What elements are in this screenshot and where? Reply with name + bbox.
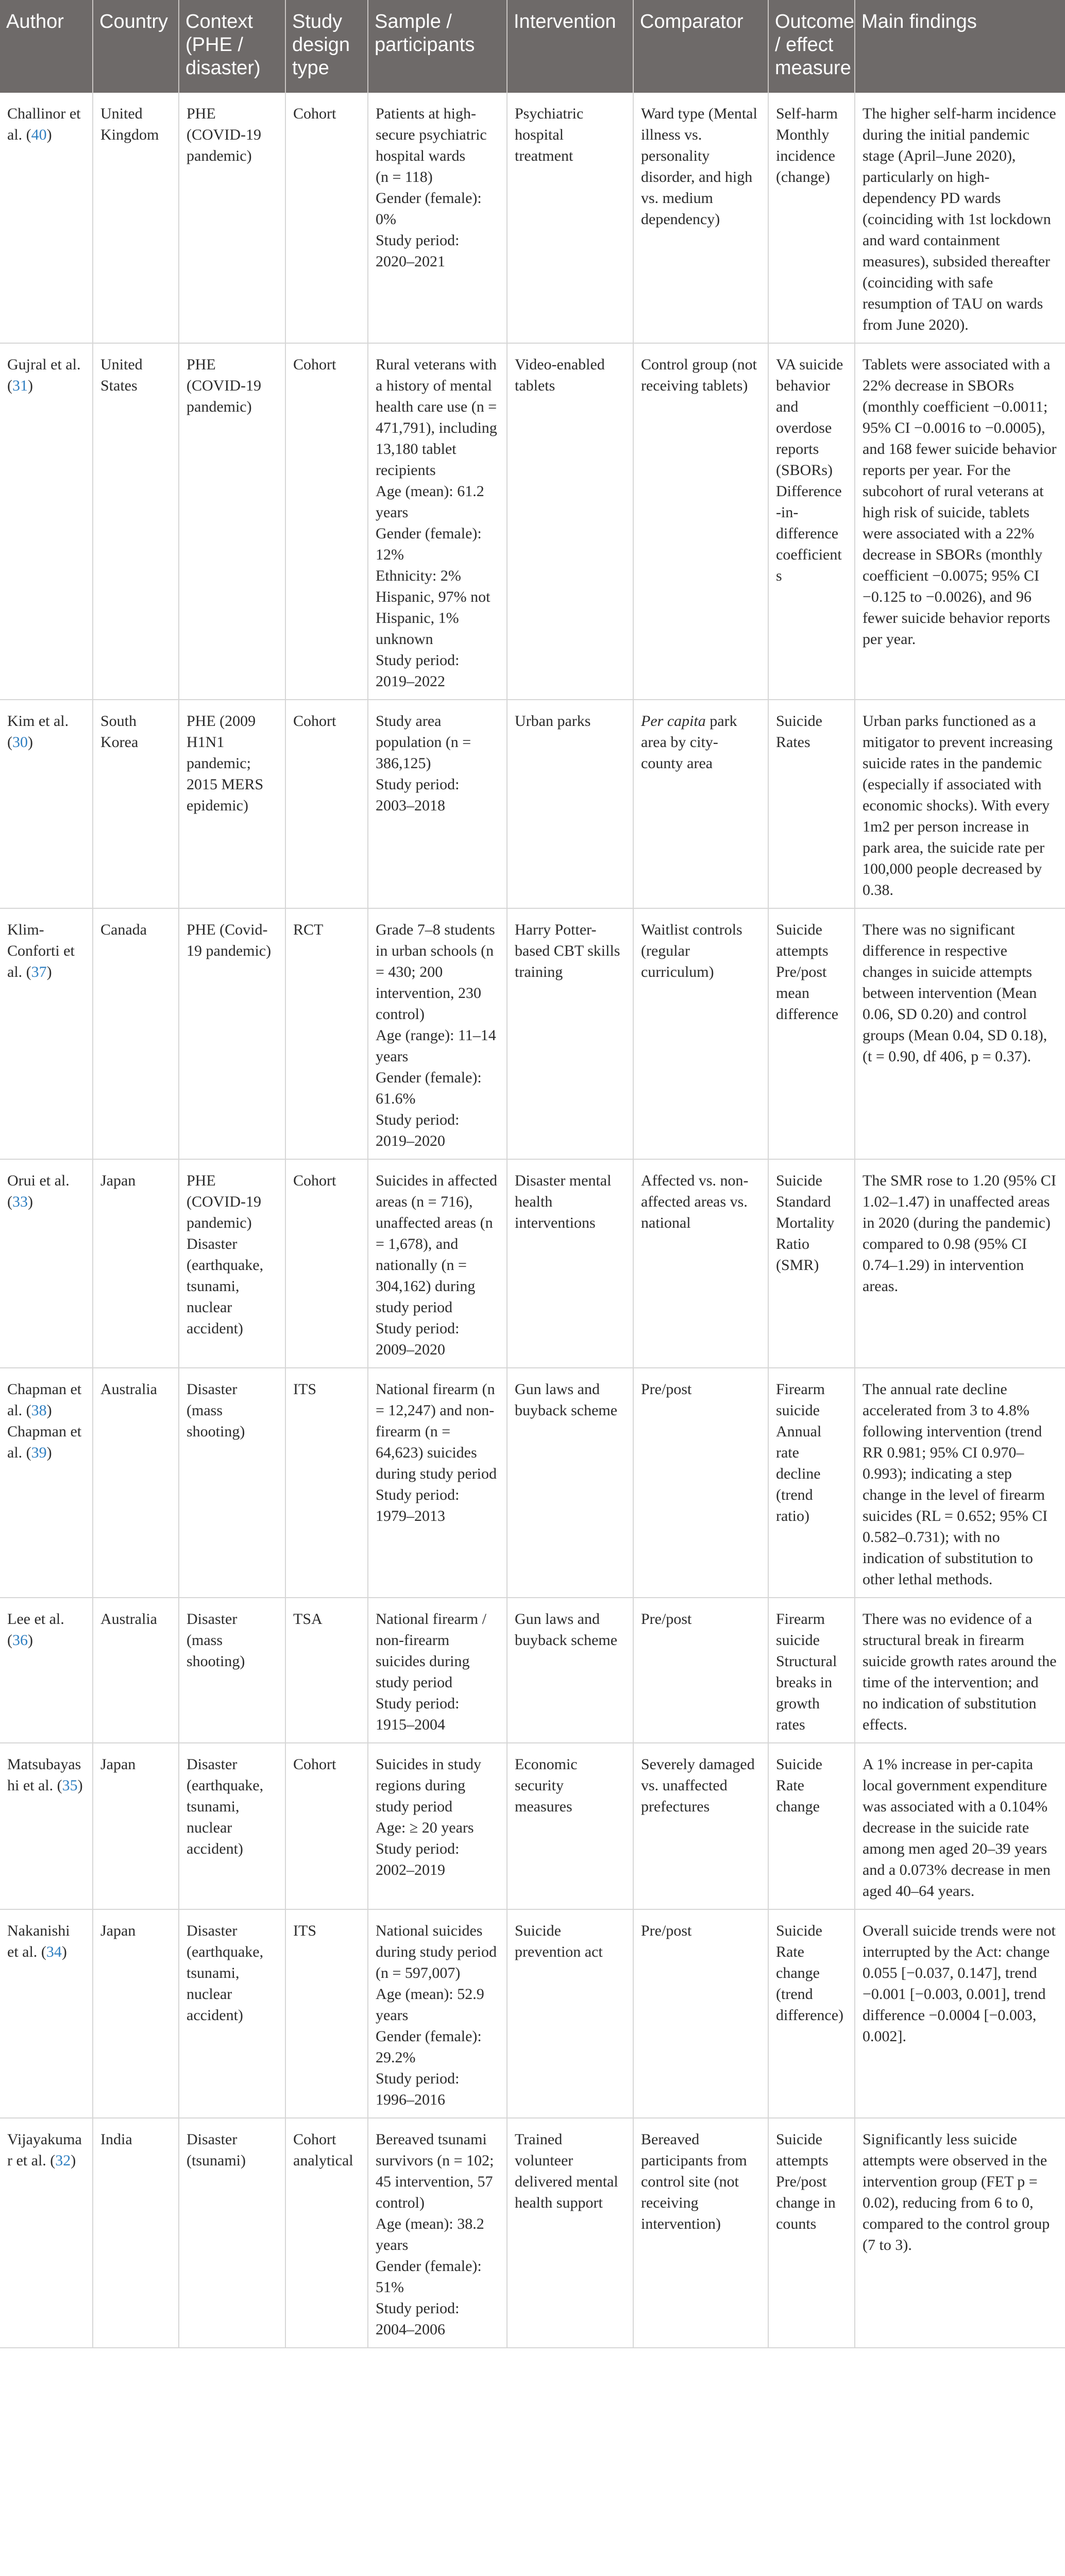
author-name: Nakanishi et al.: [7, 1922, 70, 1960]
reference-link[interactable]: 37: [31, 963, 47, 980]
sample-line: Patients at high-secure psychiatric hospital wards: [376, 105, 487, 164]
table-row: [0, 343, 1065, 700]
context-cell: Disaster (earthquake, tsunami, nuclear accident): [179, 1743, 285, 1909]
outcome-line: Firearm suicide: [776, 1381, 825, 1419]
design-cell: Cohort: [285, 700, 368, 908]
reference-link[interactable]: 34: [46, 1943, 62, 1960]
outcome-line: Difference-in-difference coefficients: [776, 483, 842, 584]
comparator-cell: [633, 1909, 768, 2118]
header-main-findings: Main findings: [855, 0, 1065, 93]
sample-line: Age (mean): 52.9 years: [376, 1986, 484, 2024]
comparator-cell: [633, 343, 768, 700]
comparator-text: Waitlist controls (regular curriculum): [641, 921, 742, 980]
intervention-cell: Suicide prevention act: [507, 1909, 633, 2118]
findings-cell: There was no evidence of a structural break in firearm suicide growth rates around the time of the intervention; and no indication of substitution effects.: [855, 1598, 1065, 1743]
outcome-line: Annual rate decline (trend ratio): [776, 1423, 822, 1524]
intervention-cell: Gun laws and buyback scheme: [507, 1598, 633, 1743]
author-cell: Vijayakumar et al. (32): [0, 2118, 93, 2348]
reference-link[interactable]: 35: [62, 1777, 78, 1794]
sample-cell: [368, 2118, 507, 2348]
sample-line: Gender (female): 12%: [376, 525, 482, 563]
sample-line: Age (range): 11–14 years: [376, 1027, 496, 1065]
table-row: [0, 1743, 1065, 1909]
sample-line: Ethnicity: 2% Hispanic, 97% not Hispanic, 1% unknown: [376, 567, 491, 648]
outcome-line: Standard Mortality Ratio (SMR): [776, 1193, 835, 1274]
country-cell: India: [93, 2118, 179, 2348]
table-row: [0, 1368, 1065, 1598]
outcome-line: Rate change (trend difference): [776, 1943, 844, 2024]
table-row: [0, 2118, 1065, 2348]
sample-line: Study period: 2009–2020: [376, 1320, 460, 1358]
context-cell: PHE (COVID-19 pandemic): [179, 343, 285, 700]
intervention-cell: Video-enabled tablets: [507, 343, 633, 700]
sample-line: Study period: 2003–2018: [376, 776, 460, 814]
country-cell: United Kingdom: [93, 93, 179, 343]
context-cell: PHE (Covid-19 pandemic): [179, 908, 285, 1159]
outcome-line: Firearm suicide: [776, 1611, 825, 1649]
findings-cell: The SMR rose to 1.20 (95% CI 1.02–1.47) in unaffected areas in 2020 (during the pandemic) compared to 0.98 (95% CI 0.74–1.29) in intervention areas.: [855, 1159, 1065, 1368]
outcome-line: Suicide attempts: [776, 2131, 829, 2169]
outcome-line: Rate change: [776, 1777, 820, 1815]
intervention-cell: Harry Potter-based CBT skills training: [507, 908, 633, 1159]
findings-cell: Significantly less suicide attempts were observed in the intervention group (FET p = 0.02), reducing from 6 to 0, compared to the control group (7 to 3).: [855, 2118, 1065, 2348]
header-row: [0, 0, 1065, 93]
country-cell: Japan: [93, 1159, 179, 1368]
author-name: Chapman et al.: [7, 1423, 82, 1461]
author-name: Matsubayashi et al.: [7, 1756, 81, 1794]
author-cell: Matsubayashi et al. (35): [0, 1743, 93, 1909]
country-cell: Canada: [93, 908, 179, 1159]
table-body: [0, 93, 1065, 2348]
reference-link[interactable]: 32: [55, 2152, 71, 2169]
author-cell: Gujral et al. (31): [0, 343, 93, 700]
comparator-text: Pre/post: [641, 1611, 692, 1628]
table-row: [0, 908, 1065, 1159]
table-header: [0, 0, 1065, 93]
outcome-cell: [768, 1909, 855, 2118]
author-name: Gujral et al.: [7, 356, 81, 373]
intervention-cell: Trained volunteer delivered mental health support: [507, 2118, 633, 2348]
sample-line: Study period: 2002–2019: [376, 1840, 460, 1878]
intervention-cell: Disaster mental health interventions: [507, 1159, 633, 1368]
design-cell: TSA: [285, 1598, 368, 1743]
sample-line: National firearm / non-firearm suicides during study period: [376, 1611, 486, 1691]
context-cell: Disaster (earthquake, tsunami, nuclear accident): [179, 1909, 285, 2118]
context-cell: Disaster (tsunami): [179, 2118, 285, 2348]
design-cell: Cohort analytical: [285, 2118, 368, 2348]
findings-cell: The higher self-harm incidence during the initial pandemic stage (April–June 2020), particularly on high-dependency PD wards (coinciding with 1st lockdown and ward containment measures), subsided thereafter (coinciding with safe resumption of TAU on wards from June 2020).: [855, 93, 1065, 343]
sample-line: Suicides in affected areas (n = 716), unaffected areas (n = 1,678), and nationally (n = 304,162) during study period: [376, 1172, 498, 1316]
country-cell: Australia: [93, 1368, 179, 1598]
author-cell: Nakanishi et al. (34): [0, 1909, 93, 2118]
reference-link[interactable]: 31: [12, 377, 28, 394]
context-cell: PHE (COVID-19 pandemic) Disaster (earthquake, tsunami, nuclear accident): [179, 1159, 285, 1368]
sample-line: (n = 118): [376, 168, 433, 185]
reference-link[interactable]: 30: [12, 734, 28, 751]
reference-link[interactable]: 39: [31, 1444, 47, 1461]
sample-line: Gender (female): 0%: [376, 190, 482, 228]
header-outcome: Outcome / effect measure: [768, 0, 855, 93]
outcome-cell: [768, 1598, 855, 1743]
design-cell: Cohort: [285, 1743, 368, 1909]
reference-link[interactable]: 40: [31, 126, 47, 143]
intervention-cell: Economic security measures: [507, 1743, 633, 1909]
outcome-line: Suicide: [776, 713, 822, 730]
outcome-cell: [768, 343, 855, 700]
sample-cell: [368, 1159, 507, 1368]
context-cell: Disaster (mass shooting): [179, 1598, 285, 1743]
comparator-cell: [633, 1159, 768, 1368]
design-cell: RCT: [285, 908, 368, 1159]
intervention-cell: Psychiatric hospital treatment: [507, 93, 633, 343]
outcome-cell: [768, 700, 855, 908]
sample-cell: [368, 343, 507, 700]
table-row: [0, 1909, 1065, 2118]
outcome-line: Suicide: [776, 1172, 822, 1189]
author-name: Challinor et al.: [7, 105, 81, 143]
comparator-cell: [633, 93, 768, 343]
header-country: Country: [93, 0, 179, 93]
author-cell: Orui et al. (33): [0, 1159, 93, 1368]
sample-cell: [368, 1598, 507, 1743]
context-cell: Disaster (mass shooting): [179, 1368, 285, 1598]
reference-link[interactable]: 38: [31, 1402, 47, 1419]
header-sample: Sample / participants: [368, 0, 507, 93]
author-name: Lee et al.: [7, 1611, 64, 1628]
comparator-cell: [633, 908, 768, 1159]
comparator-text: Ward type (Mental illness vs. personality disorder, and high vs. medium dependency): [641, 105, 757, 228]
outcome-cell: [768, 908, 855, 1159]
sample-line: Suicides in study regions during study period: [376, 1756, 482, 1815]
header-study-design: Study design type: [285, 0, 368, 93]
author-cell: Lee et al. (36): [0, 1598, 93, 1743]
header-author: Author: [6, 11, 64, 32]
outcome-line: Pre/post change in counts: [776, 2173, 836, 2232]
sample-line: National firearm (n = 12,247) and non-firearm (n = 64,623) suicides during study period: [376, 1381, 497, 1482]
sample-line: Study area population (n = 386,125): [376, 713, 471, 772]
outcome-line: Rates: [776, 734, 810, 751]
context-cell: PHE (COVID-19 pandemic): [179, 93, 285, 343]
sample-line: Study period: 1979–2013: [376, 1486, 460, 1524]
country-cell: United States: [93, 343, 179, 700]
comparator-text: Bereaved participants from control site (not receiving intervention): [641, 2131, 747, 2232]
sample-line: Study period: 1996–2016: [376, 2070, 460, 2108]
comparator-text: Affected vs. non-affected areas vs. national: [641, 1172, 749, 1231]
sample-line: Bereaved tsunami survivors (n = 102; 45 intervention, 57 control): [376, 2131, 494, 2211]
sample-line: Grade 7–8 students in urban schools (n = 430; 200 intervention, 230 control): [376, 921, 495, 1023]
outcome-cell: [768, 1743, 855, 1909]
sample-line: Gender (female): 51%: [376, 2258, 482, 2296]
outcome-line: Structural breaks in growth rates: [776, 1653, 837, 1733]
sample-line: Gender (female): 61.6%: [376, 1069, 482, 1107]
table-row: [0, 1159, 1065, 1368]
sample-line: Study period: 1915–2004: [376, 1695, 460, 1733]
sample-line: Age (mean): 38.2 years: [376, 2215, 484, 2253]
sample-line: Rural veterans with a history of mental health care use (n = 471,791), including 13,180 tablet recipients: [376, 356, 497, 479]
context-cell: PHE (2009 H1N1 pandemic; 2015 MERS epidemic): [179, 700, 285, 908]
findings-cell: Tablets were associated with a 22% decrease in SBORs (monthly coefficient −0.0011; 95% CI −0.0016 to −0.0005), and 168 fewer suicide behavior reports per year. For the subcohort of rural veterans at high risk of suicide, tablets were associated with a 22% decrease in SBORs (monthly coefficient −0.0075; 95% CI −0.125 to −0.0026), and 96 fewer suicide behavior reports per year.: [855, 343, 1065, 700]
comparator-text: Severely damaged vs. unaffected prefectures: [641, 1756, 755, 1815]
header-intervention: Intervention: [507, 0, 633, 93]
sample-cell: [368, 1368, 507, 1598]
country-cell: South Korea: [93, 700, 179, 908]
reference-link[interactable]: 33: [12, 1193, 28, 1210]
findings-cell: Overall suicide trends were not interrupted by the Act: change 0.055 [−0.037, 0.147], trend −0.001 [−0.003, 0.001], trend difference −0.0004 [−0.003, 0.002].: [855, 1909, 1065, 2118]
author-name: Kim et al.: [7, 713, 69, 730]
comparator-text: Pre/post: [641, 1381, 692, 1398]
intervention-cell: Gun laws and buyback scheme: [507, 1368, 633, 1598]
outcome-line: Monthly incidence (change): [776, 126, 835, 185]
sample-cell: [368, 908, 507, 1159]
author-name: Orui et al.: [7, 1172, 70, 1189]
table-row: [0, 1598, 1065, 1743]
sample-line: Study period: 2019–2020: [376, 1111, 460, 1149]
sample-line: Age: ≥ 20 years: [376, 1819, 474, 1836]
author-name: Klim-Conforti et al.: [7, 921, 75, 980]
design-cell: Cohort: [285, 343, 368, 700]
sample-line: Study period: 2019–2022: [376, 652, 460, 690]
comparator-text: Pre/post: [641, 1922, 692, 1939]
sample-line: Study period: 2004–2006: [376, 2300, 460, 2338]
author-cell: Kim et al. (30): [0, 700, 93, 908]
design-cell: ITS: [285, 1368, 368, 1598]
outcome-line: VA suicide behavior and overdose reports (SBORs): [776, 356, 843, 479]
design-cell: Cohort: [285, 1159, 368, 1368]
comparator-text: Control group (not receiving tablets): [641, 356, 757, 394]
sample-cell: [368, 700, 507, 908]
outcome-line: Suicide attempts: [776, 921, 829, 959]
findings-cell: A 1% increase in per-capita local government expenditure was associated with a 0.104% decrease in the suicide rate among men aged 20–39 years and a 0.073% decrease in men aged 40–64 years.: [855, 1743, 1065, 1909]
comparator-italic: Per capita: [641, 713, 706, 730]
intervention-cell: Urban parks: [507, 700, 633, 908]
outcome-cell: [768, 93, 855, 343]
header-context: Context (PHE / disaster): [179, 0, 285, 93]
outcome-line: Suicide: [776, 1756, 822, 1773]
author-cell: Klim-Conforti et al. (37): [0, 908, 93, 1159]
sample-cell: [368, 1909, 507, 2118]
author-cell: Chapman et al. (38) Chapman et al. (39): [0, 1368, 93, 1598]
sample-line: Age (mean): 61.2 years: [376, 483, 484, 521]
outcome-line: Self-harm: [776, 105, 838, 122]
table-row: [0, 93, 1065, 343]
sample-line: Gender (female): 29.2%: [376, 2028, 482, 2066]
comparator-cell: [633, 700, 768, 908]
outcome-line: Suicide: [776, 1922, 822, 1939]
design-cell: ITS: [285, 1909, 368, 2118]
comparator-text: park area by city-county area: [641, 713, 737, 772]
outcome-cell: [768, 1368, 855, 1598]
country-cell: Japan: [93, 1909, 179, 2118]
outcome-cell: [768, 2118, 855, 2348]
sample-cell: [368, 93, 507, 343]
sample-line: Study period: 2020–2021: [376, 232, 460, 270]
reference-link[interactable]: 36: [12, 1632, 28, 1649]
comparator-cell: [633, 1598, 768, 1743]
design-cell: Cohort: [285, 93, 368, 343]
author-cell: Challinor et al. (40): [0, 93, 93, 343]
country-cell: Japan: [93, 1743, 179, 1909]
author-name: Chapman et al.: [7, 1381, 82, 1419]
author-name: Vijayakumar et al.: [7, 2131, 82, 2169]
findings-cell: Urban parks functioned as a mitigator to prevent increasing suicide rates in the pandemic (especially if associated with economic shocks). With every 1m2 per person increase in park area, the suicide rate per 100,000 people decreased by 0.38.: [855, 700, 1065, 908]
comparator-cell: [633, 1368, 768, 1598]
outcome-line: Pre/post mean difference: [776, 963, 839, 1023]
table-row: [0, 700, 1065, 908]
outcome-cell: [768, 1159, 855, 1368]
findings-cell: There was no significant difference in respective changes in suicide attempts between intervention (Mean 0.06, SD 0.20) and control groups (Mean 0.04, SD 0.18), (t = 0.90, df 406, p = 0.37).: [855, 908, 1065, 1159]
sample-cell: [368, 1743, 507, 1909]
findings-cell: The annual rate decline accelerated from 3 to 4.8% following intervention (trend RR 0.981; 95% CI 0.970–0.993); indicating a step change in the level of firearm suicides (RL = 0.652; 95% CI 0.582–0.731); with no indication of substitution to other lethal methods.: [855, 1368, 1065, 1598]
sample-line: National suicides during study period (n = 597,007): [376, 1922, 497, 1981]
country-cell: Australia: [93, 1598, 179, 1743]
comparator-cell: [633, 1743, 768, 1909]
comparator-cell: [633, 2118, 768, 2348]
header-comparator: Comparator: [633, 0, 768, 93]
